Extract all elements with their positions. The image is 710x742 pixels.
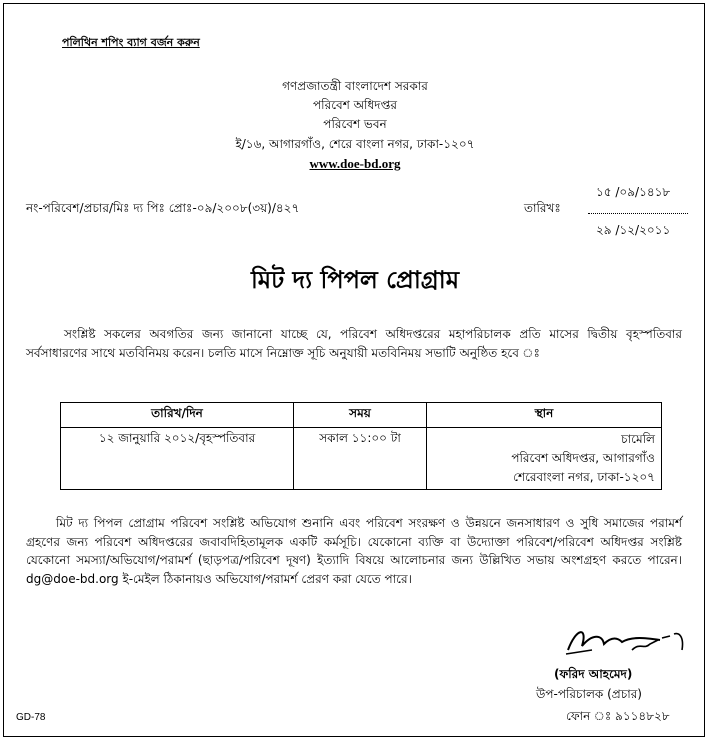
cell-date: ১২ জানুয়ারি ২০১২/বৃহস্পতিবার <box>61 428 294 490</box>
table-header-row <box>61 403 662 428</box>
header-place: স্থান <box>427 403 662 428</box>
document-code: GD-78 <box>16 712 46 723</box>
cell-place <box>427 428 662 490</box>
signatory-phone: ফোন ঃ ৯১১৪৮২৮ <box>566 709 670 723</box>
body-paragraph: মিট দ্য পিপল প্রোগ্রাম পরিবেশ সংশ্লিষ্ট অভিযোগ শুনানি এবং পরিবেশ সংরক্ষণ ও উন্নয়নে জনসাধারণ ও সুধি সমাজের পরামর্শ গ্রহণের জন্য পরিবেশ অধিদপ্তরের জবাবদিহিতামূলক একটি কর্মসূচি। যেকোনো ব্যক্তি বা উদ্যোক্তা পরিবেশ/পরিবেশ অধিদপ্তর সংশ্লিষ্ট যেকোনো সমস্যা/অভিযোগ/পরামর্শ (ছাড়পত্র/পরিবেশ দূষণ) ইত্যাদি বিষয়ে আলোচনার জন্য উল্লিখিত সভায় অংশগ্রহণ করতে পারেন। dg@doe-bd.org ই-মেইল ঠিকানায়ও অভিযোগ/পরামর্শ প্রেরণ করা যেতে পারে। <box>26 516 682 586</box>
date-label: তারিখঃ <box>524 201 561 215</box>
header-date: তারিখ/দিন <box>61 403 294 428</box>
notice-title: মিট দ্য পিপল প্রোগ্রাম <box>250 266 460 294</box>
date-divider <box>588 213 688 214</box>
memo-number: নং-পরিবেশ/প্রচার/মিঃ দ্য পিঃ প্রোঃ-০৯/২০০৮(৩য়)/৪২৭ <box>26 201 300 215</box>
slogan: পলিথিন শপিং ব্যাগ বর্জন করুন <box>62 36 200 49</box>
place-line: শেরেবাংলা নগর, ঢাকা-১২০৭ <box>513 470 655 484</box>
header-department: পরিবেশ অধিদপ্তর <box>313 98 397 112</box>
header-time: সময় <box>294 403 427 428</box>
website-link[interactable]: www.doe-bd.org <box>309 156 401 171</box>
table-row <box>61 428 662 490</box>
header-address: ই/১৬, আগারগাঁও, শেরে বাংলা নগর, ঢাকা-১২০৭ <box>235 137 475 151</box>
schedule-table <box>60 402 662 490</box>
date-english: ২৯ /১২/২০১১ <box>596 223 671 237</box>
place-line: চামেলি <box>621 432 655 446</box>
place-line: পরিবেশ অধিদপ্তর, আগারগাঁও <box>511 451 655 465</box>
signatory-name: (ফরিদ আহমেদ) <box>554 667 633 681</box>
header-building: পরিবেশ ভবন <box>323 117 387 131</box>
date-bangla: ১৫ /০৯/১৪১৮ <box>596 185 671 199</box>
header-government: গণপ্রজাতন্ত্রী বাংলাদেশ সরকার <box>282 79 428 93</box>
intro-paragraph: সংশ্লিষ্ট সকলের অবগতির জন্য জানানো যাচ্ছে যে, পরিবেশ অধিদপ্তরের মহাপরিচালক প্রতি মাসের দ্বিতীয় বৃহস্পতিবার সর্বসাধারণের সাথে মতবিনিময় করেন। চলতি মাসে নিম্নোক্ত সূচি অনুযায়ী মতবিনিময় সভাটি অনুষ্ঠিত হবে ঃ <box>26 327 682 360</box>
signatory-designation: উপ-পরিচালক (প্রচার) <box>536 687 642 701</box>
signature-image <box>562 620 692 666</box>
cell-time: সকাল ১১:০০ টা <box>294 428 427 490</box>
